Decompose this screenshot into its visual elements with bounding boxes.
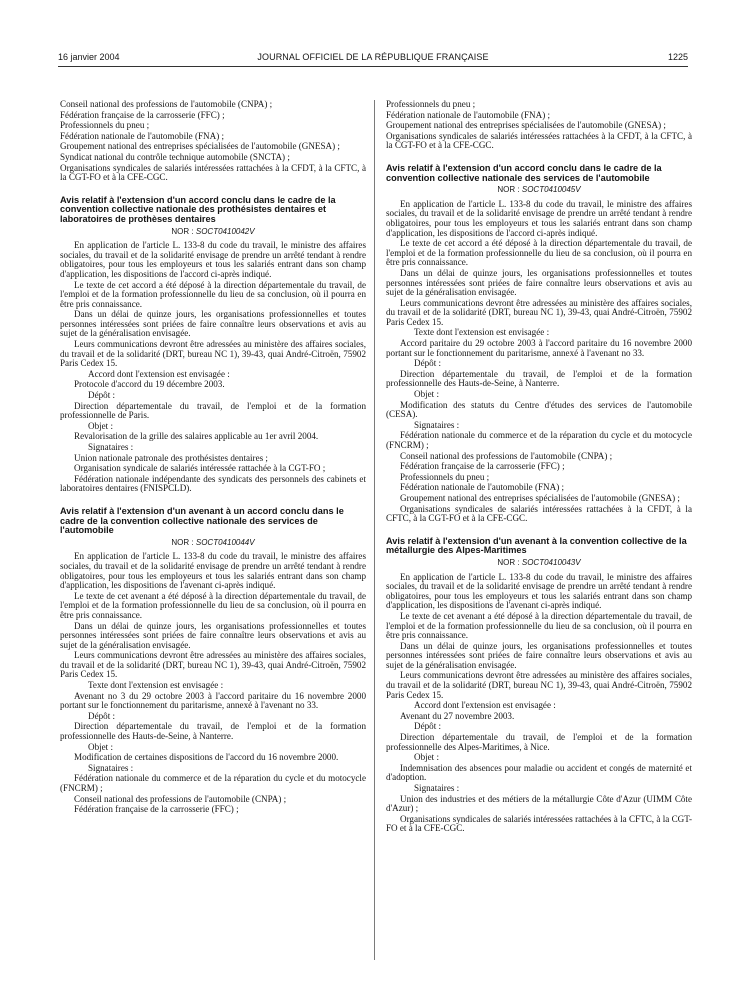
list-item: Organisations syndicales de salariés intéressées rattachées à la CFTC, à la CGT-FO et à la CFE-CGC. — [386, 813, 692, 834]
paragraph: Dans un délai de quinze jours, les organisations professionnelles et toutes personnes intéressées sont priées de faire connaître leurs observations et avis au sujet de la généralisation envisagée. — [386, 640, 692, 670]
paragraph: Le texte de cet accord a été déposé à la direction départementale du travail, de l'emploi et de la formation professionnelle du lieu de sa conclusion, où il pourra en être pris connaissance. — [60, 279, 366, 309]
notice-services-automobile-accord — [386, 164, 692, 524]
section-label: Texte dont l'extension est envisagée : — [88, 680, 224, 691]
paragraph: En application de l'article L. 133-8 du code du travail, le ministre des affaires sociales, du travail et de la solidarité envisage de prendre un arrêté tendant à rendre obligatoires, pour tous les employeurs et tous les salariés entrant dans son champ d'application, les dispositions de l'avenant ci-après indiqué. — [386, 571, 692, 611]
list-item: Fédération nationale de l'automobile (FNA) ; — [60, 130, 225, 141]
paragraph: Avenant du 27 novembre 2003. — [400, 710, 515, 721]
page-header — [58, 52, 688, 64]
list-item: Groupement national des entreprises spécialisées de l'automobile (GNESA) ; — [60, 141, 340, 152]
paragraph: Modification de certaines dispositions de l'accord du 16 novembre 2000. — [74, 752, 339, 763]
nor-reference — [60, 538, 366, 548]
paragraph: Le texte de cet avenant a été déposé à la direction départementale du travail, de l'emploi et de la formation professionnelle du lieu de sa conclusion, où il pourra en être pris connaissance. — [60, 590, 366, 620]
list-item: Fédération française de la carrosserie (FFC) ; — [74, 804, 239, 815]
column-divider — [374, 100, 375, 960]
list-item: Fédération nationale du commerce et de la réparation du cycle et du motocycle (FNCRM) ; — [60, 773, 366, 793]
list-item: Professionnels du pneu ; — [60, 120, 150, 131]
notice-title: Avis relatif à l'extension d'un avenant à un accord conclu dans le cadre de la convention collective nationale des services de l'automobile — [60, 505, 344, 536]
left-column — [60, 100, 366, 816]
section-label: Signataires : — [414, 419, 460, 430]
section-label: Dépôt : — [414, 721, 442, 732]
nor-code: SOCT0410044V — [195, 537, 255, 547]
paragraph: Avenant no 3 du 29 octobre 2003 à l'accord paritaire du 16 novembre 2000 portant sur le fonctionnement du paritarisme, annexé à l'avenant no 33. — [60, 690, 366, 711]
notice-title: Avis relatif à l'extension d'un accord conclu dans le cadre de la convention collective nationale des services de l'automobile — [386, 162, 662, 183]
nor-code: SOCT0410042V — [195, 226, 255, 236]
list-item: Syndicat national du contrôle technique automobile (SNCTA) ; — [60, 151, 290, 162]
paragraph: Direction départementale du travail, de l'emploi et de la formation professionnelle de Paris. — [60, 400, 366, 421]
section-label: Texte dont l'extension est envisagée : — [414, 327, 550, 338]
list-item: Conseil national des professions de l'automobile (CNPA) ; — [60, 99, 273, 109]
list-item: Professionnels du pneu ; — [386, 99, 476, 109]
nor-reference — [386, 185, 692, 195]
paragraph: Direction départementale du travail, de l'emploi et de la formation professionnelle des Alpes-Maritimes, à Nice. — [386, 732, 692, 752]
notice-metallurgie-alpes-maritimes — [386, 537, 692, 834]
right-column — [386, 100, 692, 835]
nor-label: NOR : — [497, 185, 520, 195]
section-label: Objet : — [414, 752, 440, 763]
list-item: Organisations syndicales de salariés intéressées rattachées à la CFDT, à la CFTC, à la CGT-FO et à la CFE-CGC. — [386, 130, 692, 151]
list-item: Fédération française de la carrosserie (FFC) ; — [400, 461, 565, 472]
paragraph: Dans un délai de quinze jours, les organisations professionnelles et toutes personnes intéressées sont priées de faire connaître leurs observations et avis au sujet de la généralisation envisagée. — [60, 620, 366, 650]
list-item: Professionnels du pneu ; — [400, 471, 490, 482]
paragraph: Protocole d'accord du 19 décembre 2003. — [74, 379, 225, 390]
section-label: Objet : — [88, 420, 114, 431]
section-label: Accord dont l'extension est envisagée : — [88, 368, 230, 379]
continued-list-right — [386, 100, 692, 151]
paragraph: Dans un délai de quinze jours, les organisations professionnelles et toutes personnes intéressées sont priées de faire connaître leurs observations et avis au sujet de la généralisation envisagée. — [386, 267, 692, 298]
list-item: Union des industries et des métiers de la métallurgie Côte d'Azur (UIMM Côte d'Azur) ; — [386, 793, 692, 814]
list-item: Conseil national des professions de l'automobile (CNPA) ; — [400, 450, 613, 461]
header-page-number: 1225 — [667, 52, 688, 62]
list-item: Fédération nationale de l'automobile (FNA) ; — [400, 482, 565, 493]
list-item: Fédération française de la carrosserie (FFC) ; — [60, 109, 225, 120]
paragraph: Le texte de cet avenant a été déposé à la direction départementale du travail, de l'emploi et de la formation professionnelle du lieu de sa conclusion, où il pourra en être pris connaissance. — [386, 610, 692, 641]
paragraph: Leurs communications devront être adressées au ministère des affaires sociales, du travail et de la solidarité (DRT, bureau NC 1), 39-43, quai André-Citroën, 75902 Paris Cedex 15. — [60, 650, 366, 680]
notice-title: Avis relatif à l'extension d'un accord conclu dans le cadre de la convention collective nationale des prothésistes dentaires et laboratoires de prothèses dentaires — [60, 194, 336, 224]
section-label: Objet : — [414, 389, 440, 400]
nor-reference — [386, 558, 692, 568]
paragraph: En application de l'article L. 133-8 du code du travail, le ministre des affaires sociales, du travail et de la solidarité envisage de prendre un arrêté tendant à rendre obligatoires, pour tous les employeurs et tous les salariés entrant dans son champ d'application, les dispositions de l'accord ci-après indiqué. — [386, 198, 692, 238]
paragraph: En application de l'article L. 133-8 du code du travail, le ministre des affaires sociales, du travail et de la solidarité envisage de prendre un arrêté tendant à rendre obligatoires, pour tous les employeurs et tous les salariés entrant dans son champ d'application, les dispositions de l'accord ci-après indiqué. — [60, 240, 366, 279]
paragraph: Modification des statuts du Centre d'études des services de l'automobile (CESA). — [386, 399, 692, 420]
list-item: Union nationale patronale des prothésistes dentaires ; — [74, 452, 268, 463]
list-item: Organisation syndicale de salariés intéressée rattachée à la CGT-FO ; — [74, 463, 326, 474]
list-item: Fédération nationale indépendante des syndicats des personnels des cabinets et laboratoires dentaires (FNISPCLD). — [60, 473, 366, 494]
notice-title: Avis relatif à l'extension d'un avenant à la convention collective de la métallurgie des Alpes-Maritimes — [386, 535, 687, 556]
header-journal-title: JOURNAL OFFICIEL DE LA RÉPUBLIQUE FRANÇAISE — [257, 52, 489, 62]
list-item: Fédération nationale de l'automobile (FNA) ; — [386, 109, 551, 120]
paragraph: Dans un délai de quinze jours, les organisations professionnelles et toutes personnes intéressées sont priées de faire connaître leurs observations et avis au sujet de la généralisation envisagée. — [60, 309, 366, 339]
header-rule — [58, 66, 688, 67]
list-item: Organisations syndicales de salariés intéressées rattachées à la CFDT, à la CFTC, à la CGT-FO et à la CFE-CGC. — [60, 162, 366, 183]
header-date: 16 janvier 2004 — [58, 52, 120, 62]
section-label: Signataires : — [88, 762, 134, 773]
section-label: Accord dont l'extension est envisagée : — [414, 700, 556, 711]
nor-label: NOR : — [497, 557, 520, 567]
paragraph: Revalorisation de la grille des salaires applicable au 1er avril 2004. — [74, 431, 319, 442]
section-label: Dépôt : — [88, 390, 116, 401]
section-label: Dépôt : — [88, 710, 116, 721]
paragraph: Direction départementale du travail, de l'emploi et de la formation professionnelle des Hauts-de-Seine, à Nanterre. — [60, 721, 366, 742]
section-label: Objet : — [88, 741, 114, 752]
paragraph: Indemnisation des absences pour maladie ou accident et congés de maternité et d'adoption. — [386, 762, 692, 783]
nor-code: SOCT0410045V — [521, 185, 581, 195]
notice-services-automobile-avenant — [60, 507, 366, 815]
nor-label: NOR : — [171, 537, 194, 547]
paragraph: Direction départementale du travail, de l'emploi et de la formation professionnelle des Hauts-de-Seine, à Nanterre. — [386, 368, 692, 389]
nor-reference — [60, 227, 366, 237]
list-item: Organisations syndicales de salariés intéressées rattachées à la CFDT, à la CFTC, à la CGT-FO et à la CFE-CGC. — [386, 503, 692, 524]
paragraph: Leurs communications devront être adressées au ministère des affaires sociales, du travail et de la solidarité (DRT, bureau NC 1), 39-43, quai André-Citroën, 75902 Paris Cedex 15. — [386, 297, 692, 327]
list-item: Fédération nationale du commerce et de la réparation du cycle et du motocycle (FNCRM) ; — [386, 430, 692, 450]
notice-protheses-dentaires — [60, 196, 366, 494]
nor-code: SOCT0410043V — [521, 557, 581, 567]
paragraph: Accord paritaire du 29 octobre 2003 à l'accord paritaire du 16 novembre 2000 portant sur le fonctionnement du paritarisme, annexé à l'avenant no 33. — [386, 338, 692, 358]
paragraph: Leurs communications devront être adressées au ministère des affaires sociales, du travail et de la solidarité (DRT, bureau NC 1), 39-43, quai André-Citroën, 75902 Paris Cedex 15. — [60, 339, 366, 369]
section-label: Dépôt : — [414, 358, 442, 369]
section-label: Signataires : — [88, 442, 134, 452]
section-label: Signataires : — [414, 783, 460, 793]
list-item: Groupement national des entreprises spécialisées de l'automobile (GNESA) ; — [386, 120, 666, 131]
continued-list-left — [60, 100, 366, 183]
paragraph: En application de l'article L. 133-8 du code du travail, le ministre des affaires sociales, du travail et de la solidarité envisage de prendre un arrêté tendant à rendre obligatoires, pour tous les employeurs et tous les salariés entrant dans son champ d'application, les dispositions de l'avenant ci-après indiqué. — [60, 551, 366, 591]
list-item: Conseil national des professions de l'automobile (CNPA) ; — [74, 793, 287, 804]
paragraph: Leurs communications devront être adressées au ministère des affaires sociales, du travail et de la solidarité (DRT, bureau NC 1), 39-43, quai André-Citroën, 75902 Paris Cedex 15. — [386, 670, 692, 700]
nor-label: NOR : — [171, 226, 194, 236]
paragraph: Le texte de cet accord a été déposé à la direction départementale du travail, de l'emploi et de la formation professionnelle du lieu de sa conclusion, où il pourra en être pris connaissance. — [386, 238, 692, 268]
list-item: Groupement national des entreprises spécialisées de l'automobile (GNESA) ; — [400, 492, 680, 503]
